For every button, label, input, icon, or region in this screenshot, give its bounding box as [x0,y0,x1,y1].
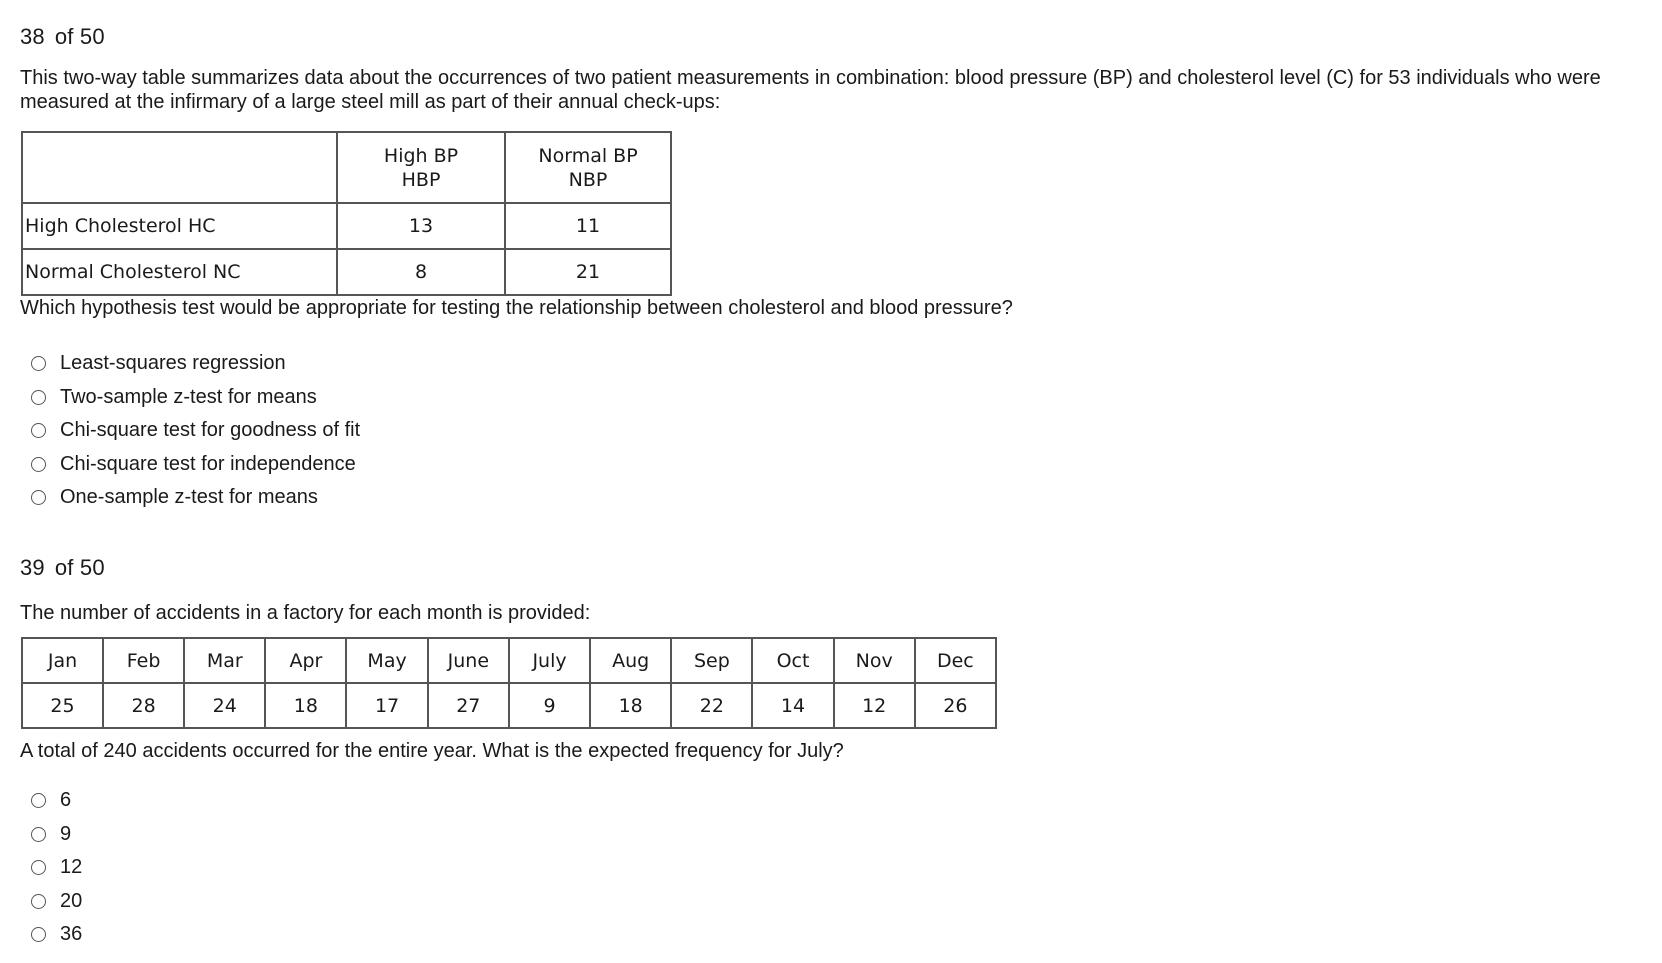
row-label-high-cholesterol: High Cholesterol HC [22,203,337,249]
option-label: 20 [60,889,83,912]
option-label: Chi-square test for goodness of fit [60,419,361,442]
answer-option[interactable] [31,885,82,919]
column-header-normal-bp [505,132,671,203]
month-header: Mar [184,638,265,683]
question-number: 38 [20,24,45,49]
table-cell: 21 [505,249,671,295]
table-row [22,203,671,249]
question-38-options [31,347,360,515]
month-value: 22 [671,683,752,728]
month-header: Dec [915,638,996,683]
radio-button[interactable] [31,457,46,472]
question-38-prompt: Which hypothesis test would be appropriate for testing the relationship between cholesterol and blood pressure? [20,297,1013,319]
month-value: 17 [346,683,427,728]
answer-option[interactable] [31,381,360,415]
month-header: July [509,638,590,683]
column-header-line: NBP [568,168,608,191]
option-label: 9 [60,822,72,845]
radio-button[interactable] [31,390,46,405]
radio-button[interactable] [31,894,46,909]
table-row [22,249,671,295]
answer-option[interactable] [31,784,82,818]
answer-option[interactable] [31,818,82,852]
month-header: Jan [22,638,103,683]
month-value: 12 [834,683,915,728]
month-value: 25 [22,683,103,728]
answer-option[interactable] [31,414,360,448]
month-value: 27 [428,683,509,728]
question-number: 39 [20,555,45,580]
table-cell: 11 [505,203,671,249]
month-header: Feb [103,638,184,683]
answer-option[interactable] [31,918,82,952]
option-label: 6 [60,789,72,812]
table-cell: 13 [337,203,505,249]
column-header-line: High BP [383,144,459,167]
question-38-number [20,24,105,50]
question-39-intro: The number of accidents in a factory for each month is provided: [20,602,591,624]
question-39-prompt: A total of 240 accidents occurred for the entire year. What is the expected frequency for July? [20,740,844,762]
two-way-table [21,131,672,296]
month-value: 28 [103,683,184,728]
month-header: June [428,638,509,683]
month-header: Apr [265,638,346,683]
column-header-high-bp [337,132,505,203]
monthly-accidents-table [21,637,997,729]
answer-option[interactable] [31,347,360,381]
radio-button[interactable] [31,423,46,438]
option-label: One-sample z-test for means [60,486,318,509]
month-header: Oct [752,638,833,683]
month-value: 26 [915,683,996,728]
question-39-options [31,784,82,952]
month-header: Sep [671,638,752,683]
radio-button[interactable] [31,490,46,505]
radio-button[interactable] [31,793,46,808]
answer-option[interactable] [31,851,82,885]
answer-option[interactable] [31,448,360,482]
month-value: 9 [509,683,590,728]
month-header: May [346,638,427,683]
month-header: Nov [834,638,915,683]
question-total: of 50 [54,24,105,49]
radio-button[interactable] [31,827,46,842]
month-header: Aug [590,638,671,683]
option-label: 36 [60,923,83,946]
question-total: of 50 [54,555,105,580]
month-value: 18 [590,683,671,728]
radio-button[interactable] [31,860,46,875]
table-cell: 8 [337,249,505,295]
table-corner-cell [22,132,337,203]
option-label: Two-sample z-test for means [60,385,317,408]
option-label: 12 [60,856,83,879]
radio-button[interactable] [31,927,46,942]
column-header-line: HBP [401,168,441,191]
month-header-row [22,638,996,683]
month-value: 24 [184,683,265,728]
month-value: 18 [265,683,346,728]
column-header-line: Normal BP [538,144,638,167]
row-label-normal-cholesterol: Normal Cholesterol NC [22,249,337,295]
question-38-intro: This two-way table summarizes data about the occurrences of two patient measurements in combination: blood pressure (BP) and cholesterol level (C) for 53 individuals who were measured at the infirmary of a large steel mill as part of their annual check-ups: [20,67,1601,113]
question-39-number [20,555,105,581]
month-value-row [22,683,996,728]
radio-button[interactable] [31,356,46,371]
option-label: Least-squares regression [60,352,286,375]
month-value: 14 [752,683,833,728]
option-label: Chi-square test for independence [60,452,356,475]
answer-option[interactable] [31,481,360,515]
